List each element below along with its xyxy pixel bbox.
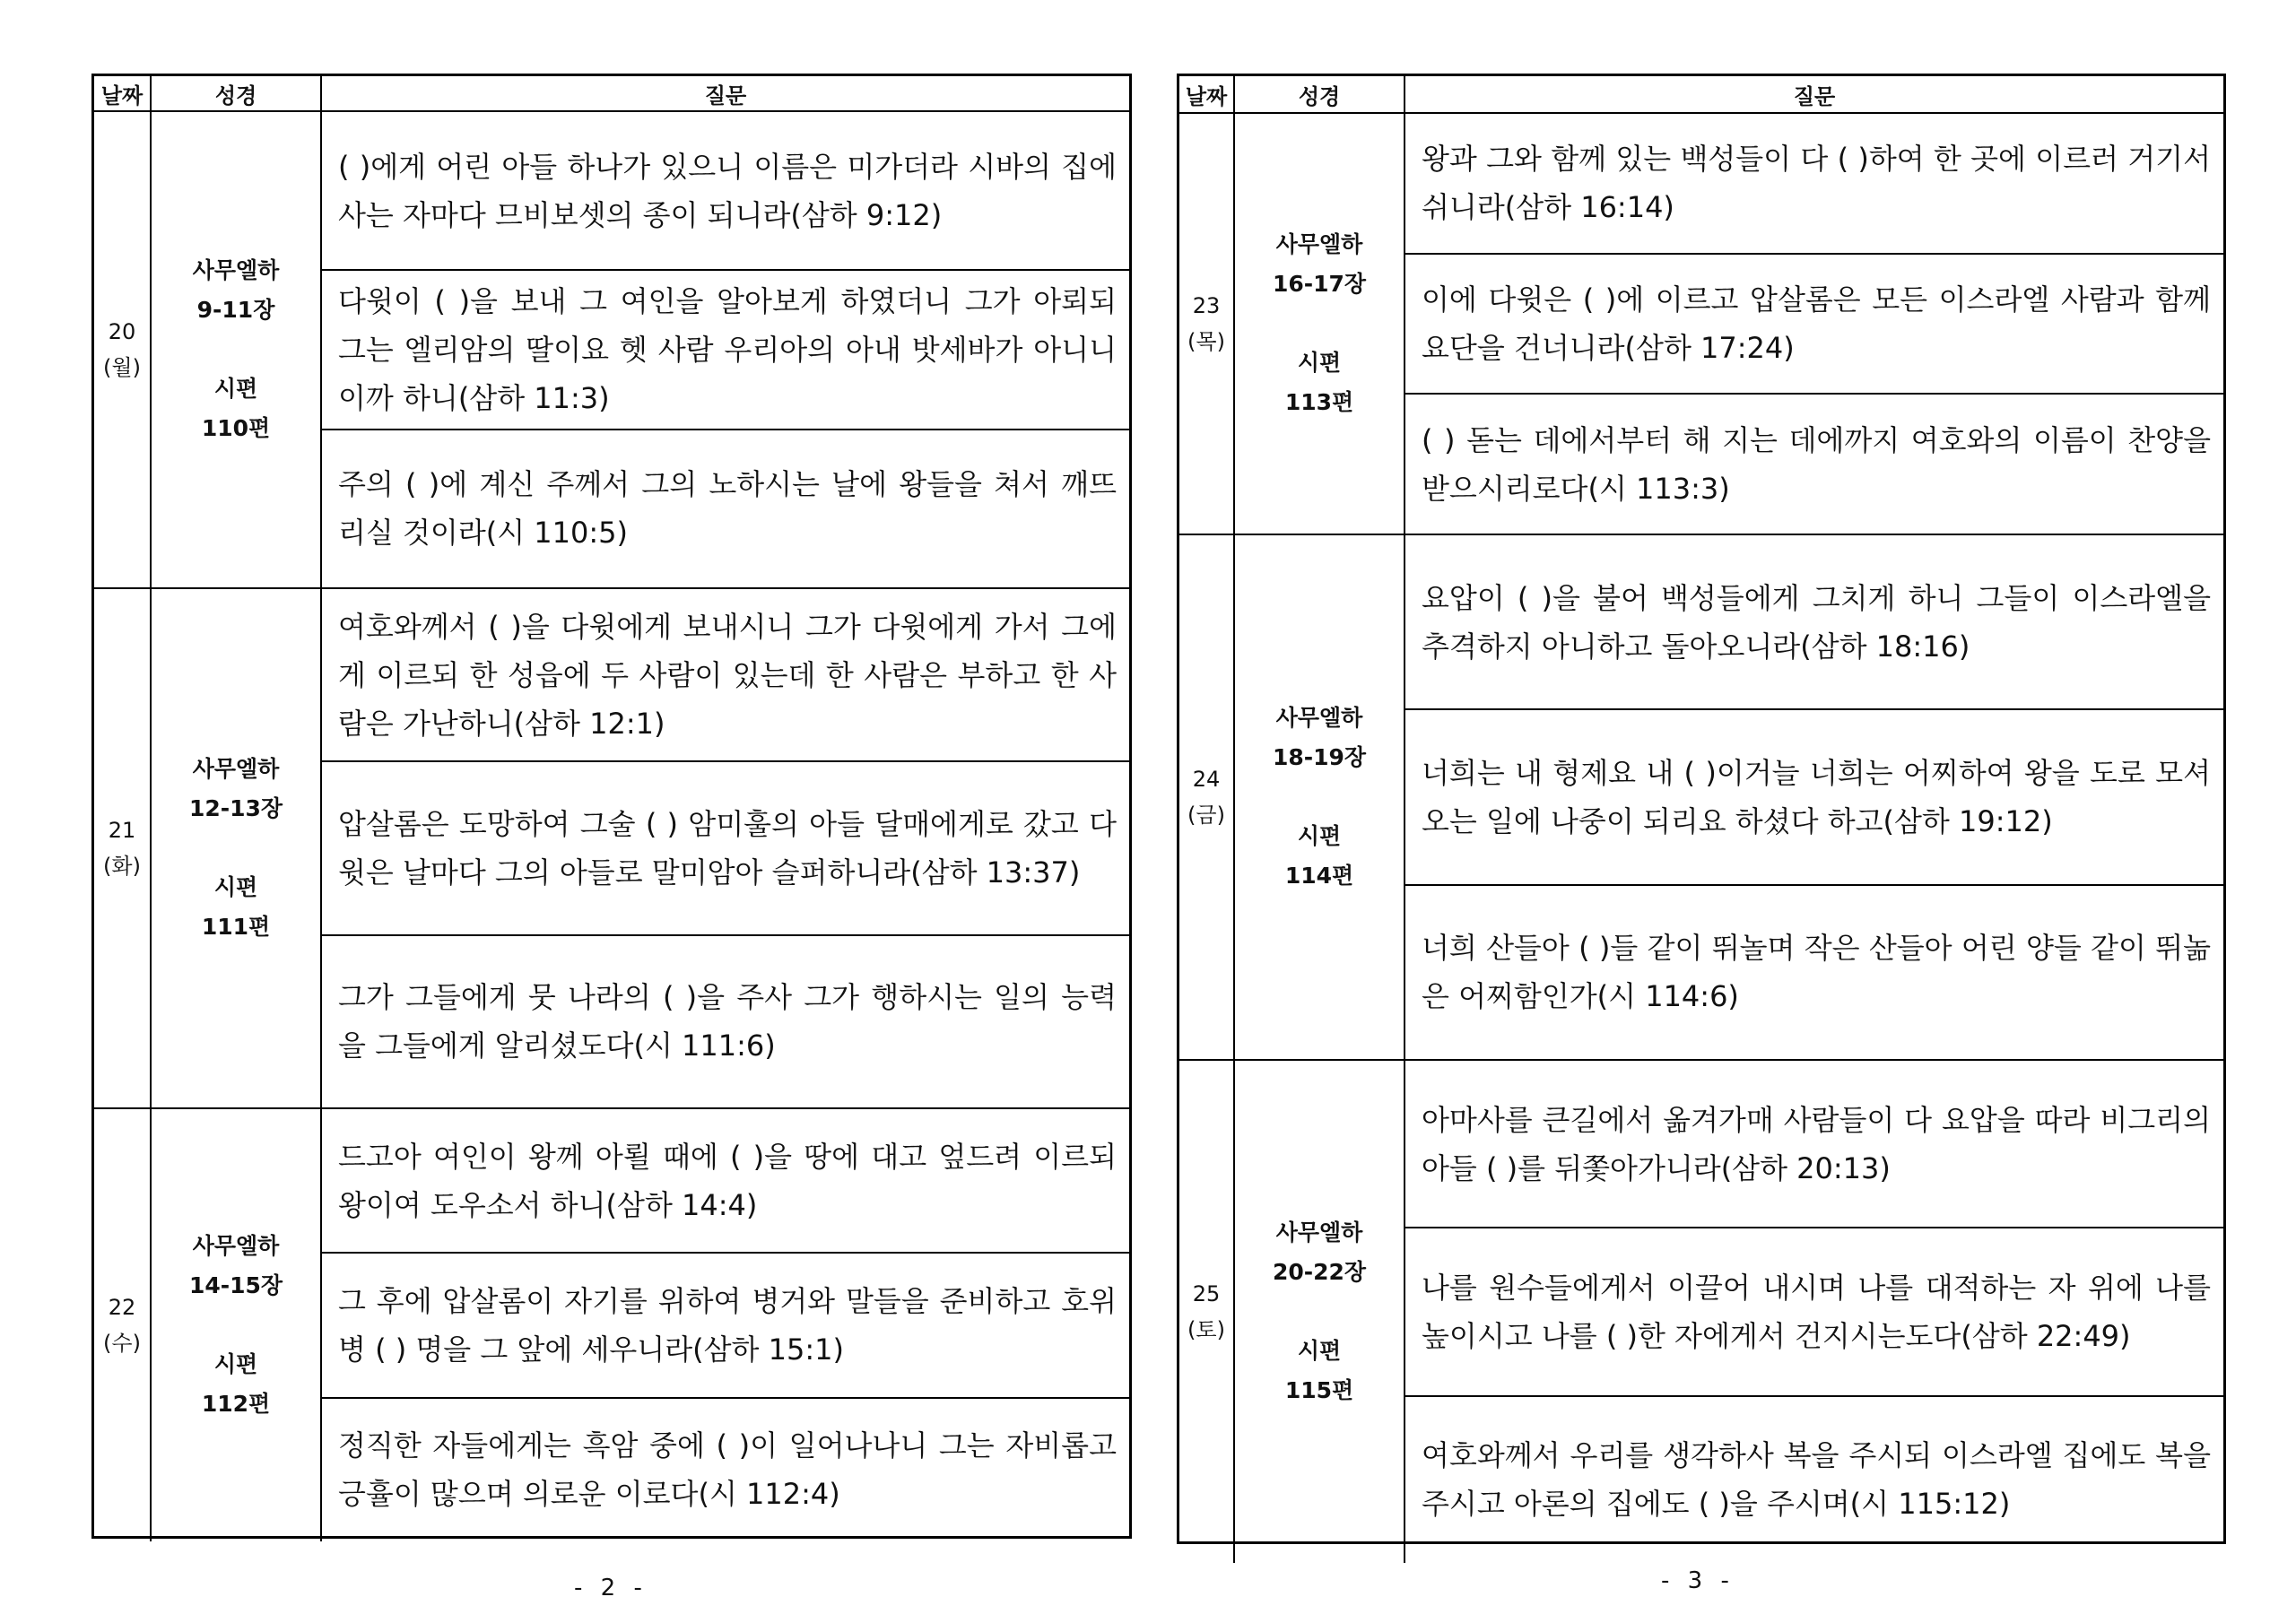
book-name: 사무엘하: [1275, 705, 1363, 731]
question-row: 여호와께서 우리를 생각하사 복을 주시되 이스라엘 집에도 복을 주시고 아론의 집에도 ( )을 주시며(시 115:12): [1422, 1438, 2211, 1522]
chapters: 12-13장: [188, 795, 283, 821]
day-number: 20: [108, 319, 136, 344]
psalm-label: 시편: [213, 874, 258, 900]
question-column: [1405, 1061, 2223, 1563]
page-number-right: - 3 -: [1661, 1567, 1735, 1594]
weekday: (월): [103, 355, 141, 380]
book-name: 사무엘하: [1275, 1219, 1363, 1245]
book-name: 사무엘하: [192, 257, 280, 283]
psalm-number: 112편: [201, 1391, 271, 1417]
header-date: 날짜: [94, 76, 152, 112]
day-cell: [94, 589, 152, 1109]
question-row: 아마사를 큰길에서 옮겨가매 사람들이 다 요압을 따라 비그리의 아들 ( )를 뒤쫓아가니라(삼하 20:13): [1405, 1061, 2223, 1228]
psalm-label: 시편: [213, 376, 258, 402]
psalm-number: 115편: [1284, 1377, 1354, 1403]
question-row: ( ) 돋는 데에서부터 해 지는 데에까지 여호와의 이름이 찬양을 받으시리로다(시 113:3): [1422, 422, 2211, 506]
weekday: (수): [103, 1331, 141, 1356]
psalm-number: 110편: [201, 415, 271, 441]
page-2: [91, 74, 1132, 1539]
header-date: 날짜: [1179, 76, 1235, 114]
question-row: 여호와께서 ( )을 다윗에게 보내시니 그가 다윗에게 가서 그에게 이르되 한 성읍에 두 사람이 있는데 한 사람은 부하고 한 사람은 가난하니(삼하 12:1): [322, 589, 1129, 762]
day-cell: [1179, 1061, 1235, 1563]
psalm-label: 시편: [1297, 350, 1342, 376]
psalm-label: 시편: [1297, 823, 1342, 849]
chapters: 14-15장: [188, 1272, 283, 1298]
psalm-label: 시편: [1297, 1338, 1342, 1364]
day-cell: [1179, 535, 1235, 1061]
question-column: [1405, 535, 2223, 1061]
chapters: 20-22장: [1272, 1259, 1367, 1285]
question-row: 정직한 자들에게는 흑암 중에 ( )이 일어나나니 그는 자비롭고 긍휼이 많으며 의로운 이로다(시 112:4): [338, 1428, 1117, 1512]
book-name: 사무엘하: [192, 1233, 280, 1259]
bible-cell: [1235, 1061, 1405, 1563]
schedule-table: [1177, 74, 2226, 1544]
day-number: 22: [108, 1295, 136, 1320]
psalm-number: 113편: [1284, 389, 1354, 415]
psalm-number: 114편: [1284, 863, 1354, 889]
schedule-table: [91, 74, 1132, 1539]
question-column: [322, 112, 1129, 589]
day-cell: [94, 112, 152, 589]
book-name: 사무엘하: [192, 756, 280, 782]
header-bible: 성경: [152, 76, 322, 112]
psalm-label: 시편: [213, 1351, 258, 1377]
day-number: 24: [1192, 767, 1221, 792]
question-column: [322, 589, 1129, 1109]
chapters: 16-17장: [1272, 271, 1367, 297]
bible-cell: [152, 112, 322, 589]
page-3: [1177, 74, 2226, 1544]
weekday: (금): [1187, 803, 1225, 828]
header-bible: 성경: [1235, 76, 1405, 114]
question-row: 그 후에 압살롬이 자기를 위하여 병거와 말들을 준비하고 호위병 ( ) 명을 그 앞에 세우니라(삼하 15:1): [322, 1254, 1129, 1398]
question-row: 그가 그들에게 뭇 나라의 ( )을 주사 그가 행하시는 일의 능력을 그들에게 알리셨도다(시 111:6): [338, 980, 1117, 1063]
psalm-number: 111편: [201, 914, 271, 940]
book-name: 사무엘하: [1275, 231, 1363, 257]
question-row: ( )에게 어린 아들 하나가 있으니 이름은 미가더라 시바의 집에 사는 자마다 므비보셋의 종이 되니라(삼하 9:12): [322, 112, 1129, 271]
question-row: 요압이 ( )을 불어 백성들에게 그치게 하니 그들이 이스라엘을 추격하지 아니하고 돌아오니라(삼하 18:16): [1405, 535, 2223, 710]
question-column: [1405, 114, 2223, 535]
question-row: 너희는 내 형제요 내 ( )이거늘 너희는 어찌하여 왕을 도로 모셔오는 일에 나중이 되리요 하셨다 하고(삼하 19:12): [1405, 710, 2223, 885]
day-cell: [94, 1109, 152, 1541]
weekday: (화): [103, 854, 141, 879]
bible-cell: [152, 589, 322, 1109]
header-question: 질문: [322, 76, 1129, 112]
question-row: 다윗이 ( )을 보내 그 여인을 알아보게 하였더니 그가 아뢰되 그는 엘리암의 딸이요 헷 사람 우리아의 아내 밧세바가 아니니이까 하니(삼하 11:3): [322, 271, 1129, 430]
day-number: 25: [1192, 1281, 1221, 1306]
day-cell: [1179, 114, 1235, 535]
bible-cell: [152, 1109, 322, 1541]
question-row: 압살롬은 도망하여 그술 ( ) 암미훌의 아들 달매에게로 갔고 다윗은 날마다 그의 아들로 말미암아 슬퍼하니라(삼하 13:37): [322, 762, 1129, 935]
weekday: (목): [1187, 329, 1225, 354]
question-row: 너희 산들아 ( )들 같이 뛰놀며 작은 산들아 어린 양들 같이 뛰놂은 어찌함인가(시 114:6): [1422, 931, 2211, 1014]
question-row: 주의 ( )에 계신 주께서 그의 노하시는 날에 왕들을 쳐서 깨뜨리실 것이라(시 110:5): [338, 467, 1117, 551]
day-number: 23: [1192, 293, 1221, 318]
question-row: 왕과 그와 함께 있는 백성들이 다 ( )하여 한 곳에 이르러 거기서 쉬니라(삼하 16:14): [1405, 114, 2223, 255]
header-question: 질문: [1405, 76, 2223, 114]
bible-cell: [1235, 114, 1405, 535]
bible-cell: [1235, 535, 1405, 1061]
question-row: 이에 다윗은 ( )에 이르고 압살롬은 모든 이스라엘 사람과 함께 요단을 건너니라(삼하 17:24): [1405, 255, 2223, 395]
chapters: 18-19장: [1272, 744, 1367, 770]
weekday: (토): [1187, 1317, 1225, 1342]
question-column: [322, 1109, 1129, 1541]
question-row: 나를 원수들에게서 이끌어 내시며 나를 대적하는 자 위에 나를 높이시고 나를 ( )한 자에게서 건지시는도다(삼하 22:49): [1405, 1228, 2223, 1396]
chapters: 9-11장: [196, 297, 275, 323]
page-number-left: - 2 -: [574, 1575, 648, 1601]
day-number: 21: [108, 818, 136, 843]
question-row: 드고아 여인이 왕께 아뢸 때에 ( )을 땅에 대고 엎드려 이르되 왕이여 도우소서 하니(삼하 14:4): [322, 1109, 1129, 1254]
